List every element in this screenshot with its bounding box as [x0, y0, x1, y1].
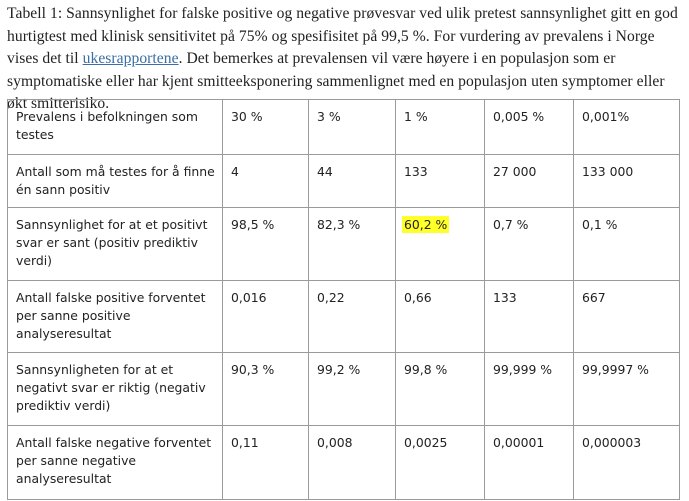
- table-cell: 667: [574, 281, 680, 353]
- table-cell: 98,5 %: [223, 208, 309, 281]
- table-cell: 3 %: [309, 100, 396, 155]
- prevalence-table: [7, 99, 680, 500]
- table-cell: 0,1 %: [574, 208, 680, 281]
- table-row: [8, 155, 680, 208]
- table-cell: 133: [396, 155, 485, 208]
- table-cell: 0,00001: [485, 426, 574, 500]
- table-cell: 4: [223, 155, 309, 208]
- row-label: Antall falske positive forventet per sanne positive analyseresultat: [8, 281, 223, 353]
- table-cell: 0,7 %: [485, 208, 574, 281]
- table-cell: 0,0025: [396, 426, 485, 500]
- table-cell: 99,999 %: [485, 353, 574, 426]
- table-cell: 99,2 %: [309, 353, 396, 426]
- table-cell: 0,11: [223, 426, 309, 500]
- row-label: Sannsynligheten for at et negativt svar er riktig (negativ prediktiv verdi): [8, 353, 223, 426]
- table-row: [8, 208, 680, 281]
- table-row: [8, 100, 680, 155]
- table-row: [8, 281, 680, 353]
- row-label: Sannsynlighet for at et positivt svar er sant (positiv prediktiv verdi): [8, 208, 223, 281]
- table-cell: 0,001%: [574, 100, 680, 155]
- table-cell: 0,016: [223, 281, 309, 353]
- table-row: [8, 426, 680, 500]
- table-row: [8, 353, 680, 426]
- row-label: Prevalens i befolkningen som testes: [8, 100, 223, 155]
- row-label: Antall som må testes for å finne én sann positiv: [8, 155, 223, 208]
- caption-text-start: Tabell 1: Sannsynlighet for falske positive og negative prøvesvar ved ulik pretest sannsynlighet gitt en god hurtigtest med klinisk sensitivitet på 75% og spesifisitet på 99,5 %. For vurdering av prevalens i Norge vises det til: [7, 5, 678, 67]
- table-cell: 1 %: [396, 100, 485, 155]
- table-cell: 90,3 %: [223, 353, 309, 426]
- ukesrapportene-link[interactable]: ukesrapportene: [82, 50, 179, 67]
- highlighted-value: 60,2 %: [404, 217, 448, 232]
- table-cell: 133 000: [574, 155, 680, 208]
- table-cell: 0,000003: [574, 426, 680, 500]
- table-cell: 30 %: [223, 100, 309, 155]
- table-cell: 44: [309, 155, 396, 208]
- table-cell-highlighted: [396, 208, 485, 281]
- table-cell: 27 000: [485, 155, 574, 208]
- prevalence-table-container: [7, 99, 683, 499]
- table-cell: 0,005 %: [485, 100, 574, 155]
- table-cell: 0,22: [309, 281, 396, 353]
- table-cell: 82,3 %: [309, 208, 396, 281]
- table-cell: 99,9997 %: [574, 353, 680, 426]
- table-cell: 0,008: [309, 426, 396, 500]
- table-cell: 133: [485, 281, 574, 353]
- row-label: Antall falske negative forventet per sanne negative analyseresultat: [8, 426, 223, 500]
- table-cell: 0,66: [396, 281, 485, 353]
- caption-text-end: . Det bemerkes at prevalensen vil være høyere i en populasjon som er symptomatiske eller har kjent smitteeksponering sammenlignet med en populasjon uten symptomer eller økt smitterisiko.: [7, 50, 665, 112]
- table-cell: 99,8 %: [396, 353, 485, 426]
